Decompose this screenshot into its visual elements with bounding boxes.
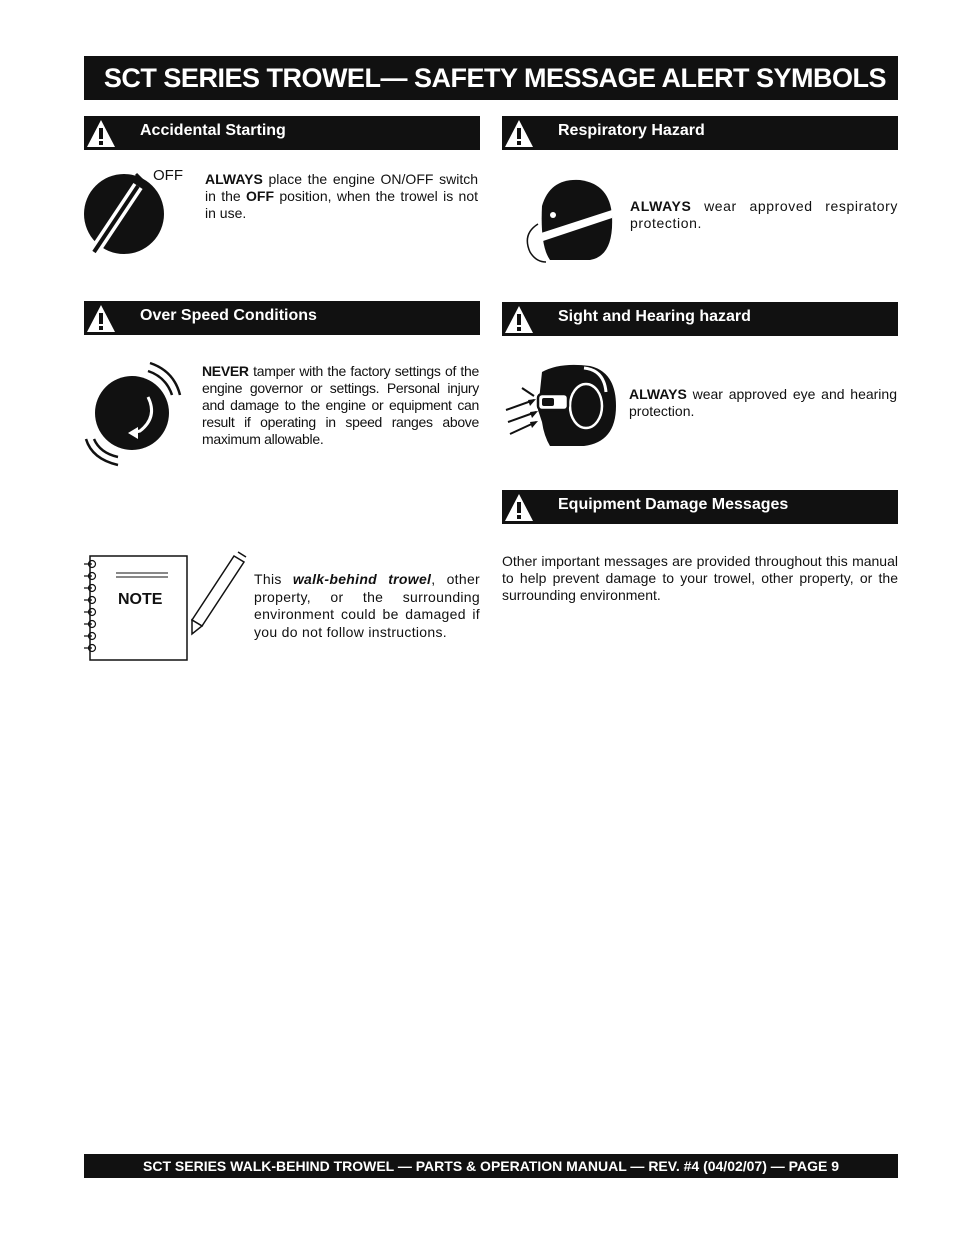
- goggles-earmuffs-icon: [500, 362, 622, 450]
- note-text: This walk-behind trowel, other property, or the surrounding environment could be damaged if you do not follow instructions.: [254, 571, 481, 640]
- section-heading-label: Respiratory Hazard: [558, 122, 705, 139]
- over-speed-text: NEVER tamper with the factory settings of the engine governor or settings. Personal injury and damage to the engine or equipment can result if operating in speed ranges above maximum allowable.: [202, 363, 479, 447]
- accidental-starting-text: ALWAYS place the engine ON/OFF switch in the OFF position, when the trowel is not in use.: [205, 171, 478, 221]
- page-title-text: SCT SERIES TROWEL— SAFETY MESSAGE ALERT SYMBOLS: [103, 62, 886, 93]
- footer-text: SCT SERIES WALK-BEHIND TROWEL — PARTS & OPERATION MANUAL — REV. #4 (04/02/07) — PAGE 9: [143, 1158, 839, 1174]
- keyword: NEVER: [202, 363, 249, 379]
- sight-hearing-text: ALWAYS wear approved eye and hearing protection.: [629, 386, 897, 419]
- section-heading-equipment-damage: [502, 490, 898, 524]
- respiratory-text: ALWAYS wear approved respiratory protection.: [630, 198, 898, 231]
- respirator-mask-icon: [520, 176, 620, 266]
- section-heading-label: Sight and Hearing hazard: [558, 308, 751, 325]
- keyword: ALWAYS: [629, 386, 687, 402]
- equipment-damage-text: Other important messages are provided throughout this manual to help prevent damage to your trowel, other property, or the surrounding environment.: [502, 553, 898, 603]
- warning-triangle-icon: [504, 492, 534, 522]
- warning-triangle-icon: [86, 303, 116, 333]
- section-heading-label: Accidental Starting: [140, 122, 286, 139]
- keyword-off: OFF: [246, 188, 275, 204]
- section-heading-over-speed: [84, 301, 480, 335]
- section-heading-respiratory-hazard: [502, 116, 898, 150]
- on-off-switch-icon: [80, 164, 195, 259]
- switch-off-label: OFF: [153, 167, 183, 184]
- keyword: ALWAYS: [205, 171, 263, 187]
- section-heading-accidental-starting: [84, 116, 480, 150]
- warning-triangle-icon: [86, 118, 116, 148]
- section-heading-sight-hearing: [502, 302, 898, 336]
- keyword: ALWAYS: [630, 198, 692, 214]
- page-footer: [84, 1154, 898, 1178]
- note-emphasis: walk-behind trowel: [292, 571, 432, 587]
- rotating-governor-icon: [82, 355, 187, 470]
- notebook-pencil-icon: [82, 548, 252, 663]
- section-heading-label: Equipment Damage Messages: [558, 496, 789, 513]
- warning-triangle-icon: [504, 304, 534, 334]
- warning-triangle-icon: [504, 118, 534, 148]
- note-label: NOTE: [118, 591, 163, 608]
- page-title: [84, 56, 898, 100]
- section-heading-label: Over Speed Conditions: [140, 307, 317, 324]
